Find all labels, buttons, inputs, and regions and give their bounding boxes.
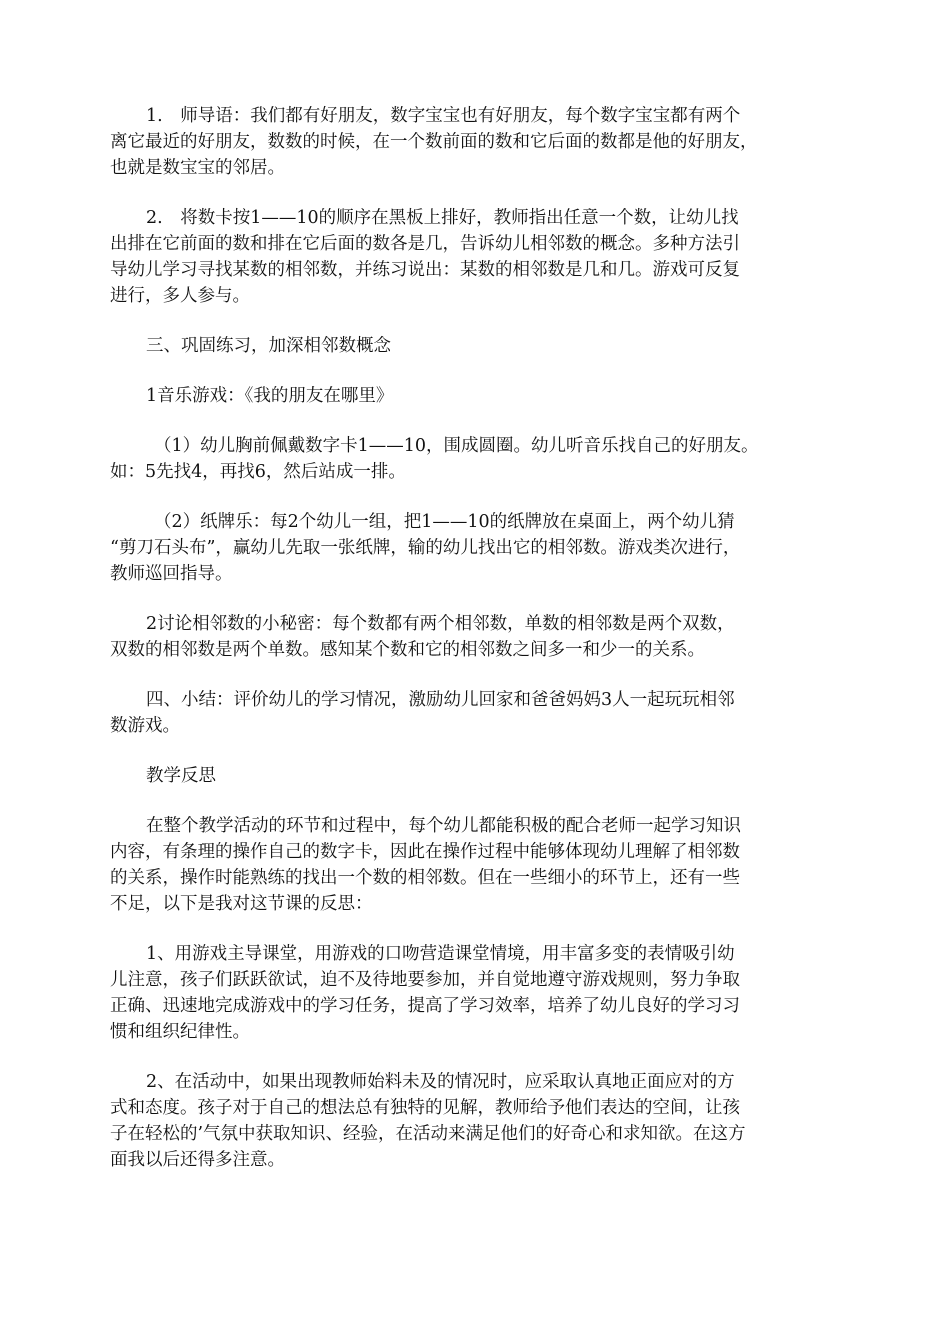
text-line: 2讨论相邻数的小秘密：每个数都有两个相邻数，单数的相邻数是两个双数， — [146, 614, 735, 634]
text-line: 三、巩固练习，加深相邻数概念 — [146, 336, 391, 356]
text-line: 面我以后还得多注意。 — [110, 1150, 285, 1170]
text-line: 2、在活动中，如果出现教师始料未及的情况时，应采取认真地正面应对的方 — [146, 1072, 735, 1092]
text-line: 教师巡回指导。 — [110, 564, 233, 584]
paragraph-game-step-1 — [110, 433, 846, 485]
text-line: “剪刀石头布”，赢幼儿先取一张纸牌，输的幼儿找出它的相邻数。游戏类次进行， — [110, 538, 741, 558]
text-line: 不足，以下是我对这节课的反思： — [110, 894, 373, 914]
section-heading-practice — [110, 333, 846, 359]
text-line: （1）幼儿胸前佩戴数字卡1——10，围成圆圈。幼儿听音乐找自己的好朋友。 — [154, 436, 759, 456]
section-heading-reflection — [110, 763, 846, 789]
paragraph-reflection-point-2 — [110, 1069, 846, 1173]
text-line: 也就是数宝宝的邻居。 — [110, 158, 285, 178]
paragraph-number-cards — [110, 205, 846, 309]
paragraph-reflection-overview — [110, 813, 846, 917]
text-line: 的关系，操作时能熟练的找出一个数的相邻数。但在一些细小的环节上，还有一些 — [110, 868, 740, 888]
text-line: 子在轻松的’气氛中获取知识、经验，在活动来满足他们的好奇心和求知欲。在这方 — [110, 1124, 746, 1144]
text-line: 如：5先找4，再找6，然后站成一排。 — [110, 462, 406, 482]
text-line: 导幼儿学习寻找某数的相邻数，并练习说出：某数的相邻数是几和几。游戏可反复 — [110, 260, 740, 280]
text-line: 正确、迅速地完成游戏中的学习任务，提高了学习效率，培养了幼儿良好的学习习 — [110, 996, 740, 1016]
text-line: 惯和组织纪律性。 — [110, 1022, 250, 1042]
text-line: 1、用游戏主导课堂，用游戏的口吻营造课堂情境，用丰富多变的表情吸引幼 — [146, 944, 735, 964]
text-line: 儿注意，孩子们跃跃欲试，迫不及待地要参加，并自觉地遵守游戏规则，努力争取 — [110, 970, 740, 990]
text-line: 数游戏。 — [110, 716, 180, 736]
paragraph-summary — [110, 687, 846, 739]
text-line: 1音乐游戏：《我的朋友在哪里》 — [146, 386, 394, 406]
text-line: 1. 师导语：我们都有好朋友，数字宝宝也有好朋友，每个数字宝宝都有两个 — [146, 106, 741, 126]
text-line: 进行，多人参与。 — [110, 286, 250, 306]
paragraph-teacher-intro — [110, 103, 846, 181]
paragraph-music-game — [110, 383, 846, 409]
text-line: （2）纸牌乐：每2个幼儿一组，把1——10的纸牌放在桌面上，两个幼儿猜 — [154, 512, 735, 532]
paragraph-reflection-point-1 — [110, 941, 846, 1045]
text-line: 内容，有条理的操作自己的数字卡，因此在操作过程中能够体现幼儿理解了相邻数 — [110, 842, 740, 862]
text-line: 出排在它前面的数和排在它后面的数各是几，告诉幼儿相邻数的概念。多种方法引 — [110, 234, 740, 254]
text-line: 在整个教学活动的环节和过程中，每个幼儿都能积极的配合老师一起学习知识 — [146, 816, 741, 836]
document-body — [110, 103, 846, 1197]
text-line: 离它最近的好朋友，数数的时候，在一个数前面的数和它后面的数都是他的好朋友， — [110, 132, 758, 152]
text-line: 四、小结：评价幼儿的学习情况，激励幼儿回家和爸爸妈妈3人一起玩玩相邻 — [146, 690, 735, 710]
text-line: 2. 将数卡按1——10的顺序在黑板上排好，教师指出任意一个数，让幼儿找 — [146, 208, 739, 228]
paragraph-discussion — [110, 611, 846, 663]
text-line: 双数的相邻数是两个单数。感知某个数和它的相邻数之间多一和少一的关系。 — [110, 640, 705, 660]
text-line: 式和态度。孩子对于自己的想法总有独特的见解，教师给予他们表达的空间，让孩 — [110, 1098, 740, 1118]
paragraph-game-step-2 — [110, 509, 846, 587]
text-line: 教学反思 — [146, 766, 216, 786]
